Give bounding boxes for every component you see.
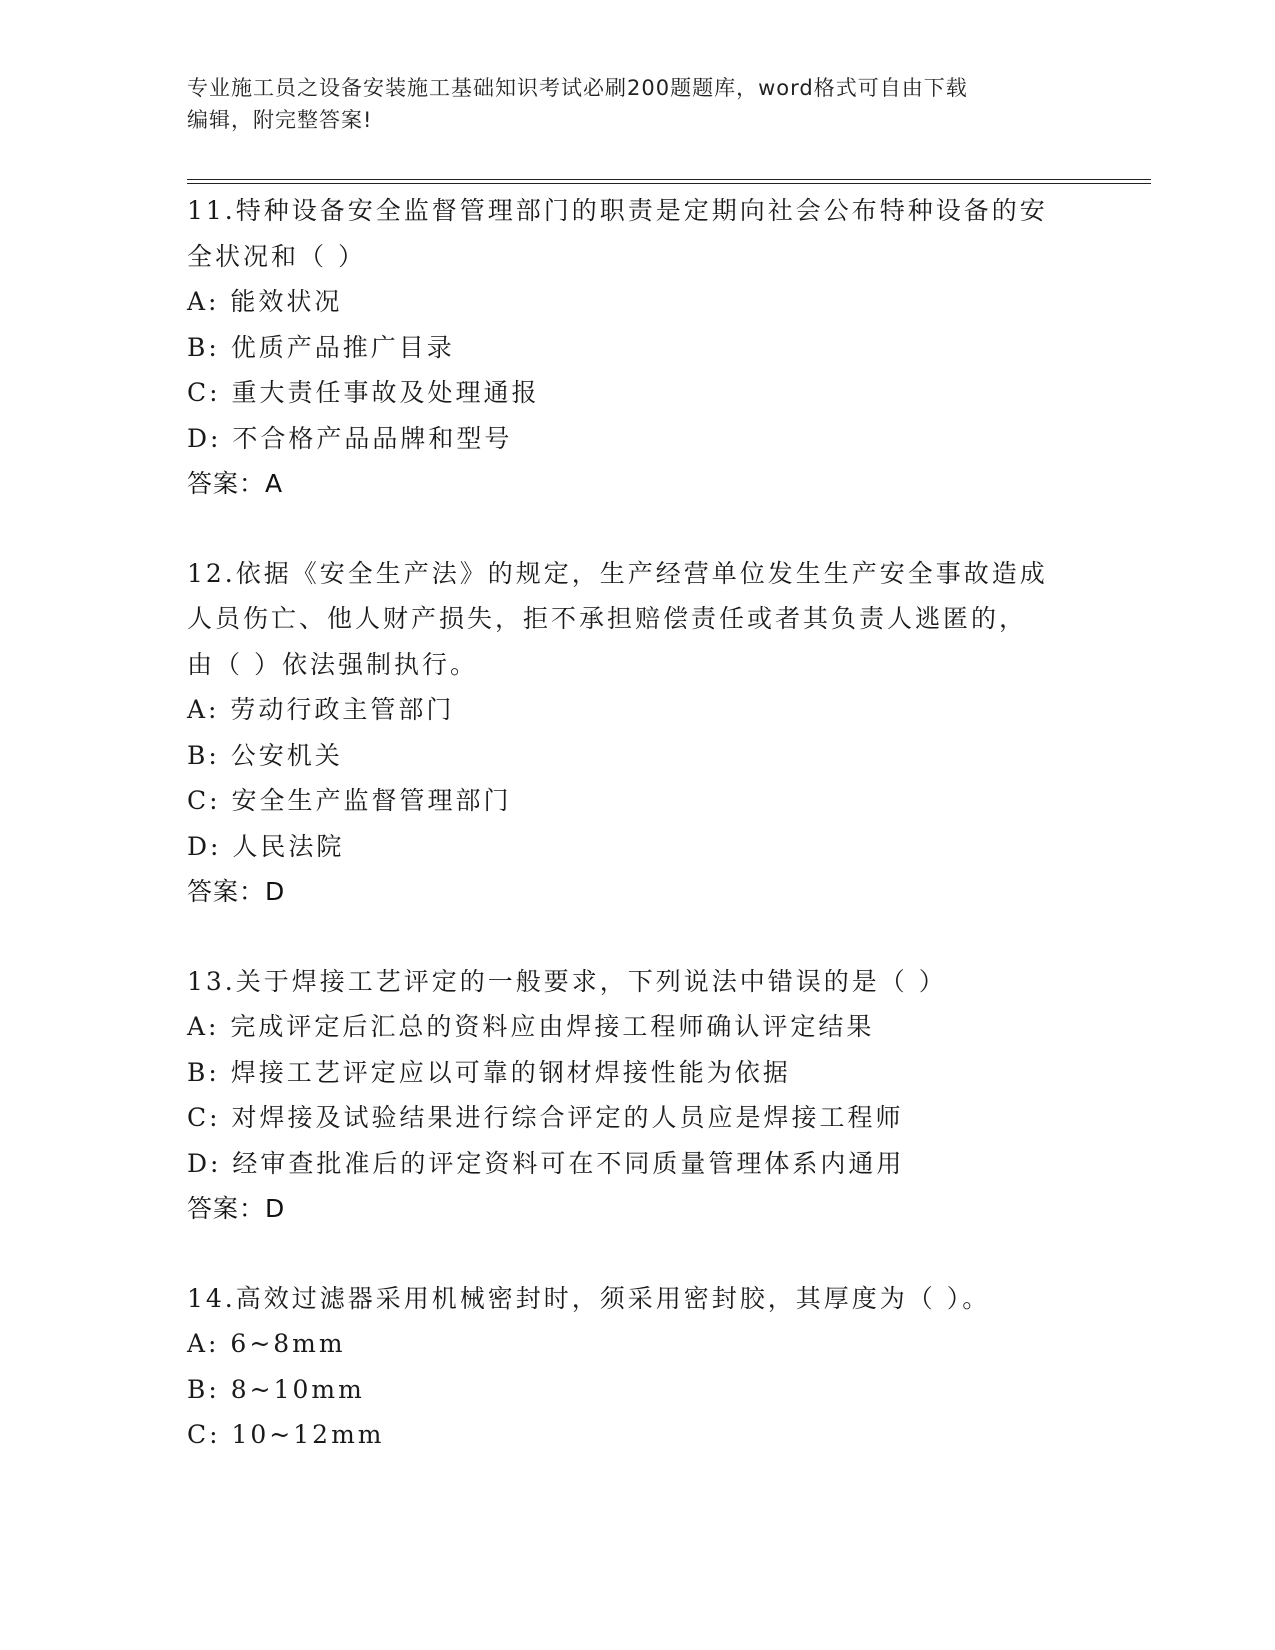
option-c: C: 安全生产监督管理部门	[187, 786, 512, 815]
question-stem-line: 全状况和（ ）	[187, 241, 366, 271]
option-b: B: 优质产品推广目录	[187, 332, 455, 362]
answer-line: 答案：A	[187, 469, 284, 498]
option-a: A: 6~8mm	[187, 1329, 346, 1358]
option-d: D: 经审查批准后的评定资料可在不同质量管理体系内通用	[187, 1148, 905, 1178]
option-c: C: 10~12mm	[187, 1420, 385, 1449]
question-stem-line: 13.关于焊接工艺评定的一般要求，下列说法中错误的是（ ）	[187, 966, 947, 996]
option-b: B: 公安机关	[187, 740, 343, 770]
question-stem-line: 12.依据《安全生产法》的规定，生产经营单位发生生产安全事故造成	[187, 558, 1048, 588]
question-stem-line: 由（ ）依法强制执行。	[187, 649, 478, 679]
answer-line: 答案：D	[187, 1194, 286, 1223]
header-title-line-2: 编辑，附完整答案!	[187, 108, 373, 132]
option-a: A: 劳动行政主管部门	[187, 695, 455, 724]
answer-line: 答案：D	[187, 877, 286, 906]
document-header	[187, 72, 1067, 136]
option-d: D: 不合格产品品牌和型号	[187, 423, 513, 453]
option-a: A: 能效状况	[187, 287, 343, 316]
question-12	[187, 551, 1107, 915]
option-c: C: 重大责任事故及处理通报	[187, 378, 540, 407]
question-stem-line: 14.高效过滤器采用机械密封时，须采用密封胶，其厚度为（ ）。	[187, 1283, 991, 1313]
question-stem-line: 人员伤亡、他人财产损失，拒不承担赔偿责任或者其负责人逃匿的，	[187, 604, 1028, 633]
question-list	[187, 188, 1107, 1458]
option-d: D: 人民法院	[187, 831, 345, 861]
option-a: A: 完成评定后汇总的资料应由焊接工程师确认评定结果	[187, 1012, 875, 1041]
option-b: B: 焊接工艺评定应以可靠的钢材焊接性能为依据	[187, 1057, 791, 1087]
option-b: B: 8~10mm	[187, 1374, 365, 1404]
question-14	[187, 1276, 1107, 1458]
header-divider-top	[187, 179, 1151, 180]
header-divider-bottom	[187, 183, 1151, 184]
question-stem-line: 11.特种设备安全监督管理部门的职责是定期向社会公布特种设备的安	[187, 196, 1048, 225]
option-c: C: 对焊接及试验结果进行综合评定的人员应是焊接工程师	[187, 1103, 904, 1132]
question-13	[187, 959, 1107, 1232]
question-11	[187, 188, 1107, 507]
header-title-line-1: 专业施工员之设备安装施工基础知识考试必刷200题题库，word格式可自由下载	[187, 76, 968, 100]
